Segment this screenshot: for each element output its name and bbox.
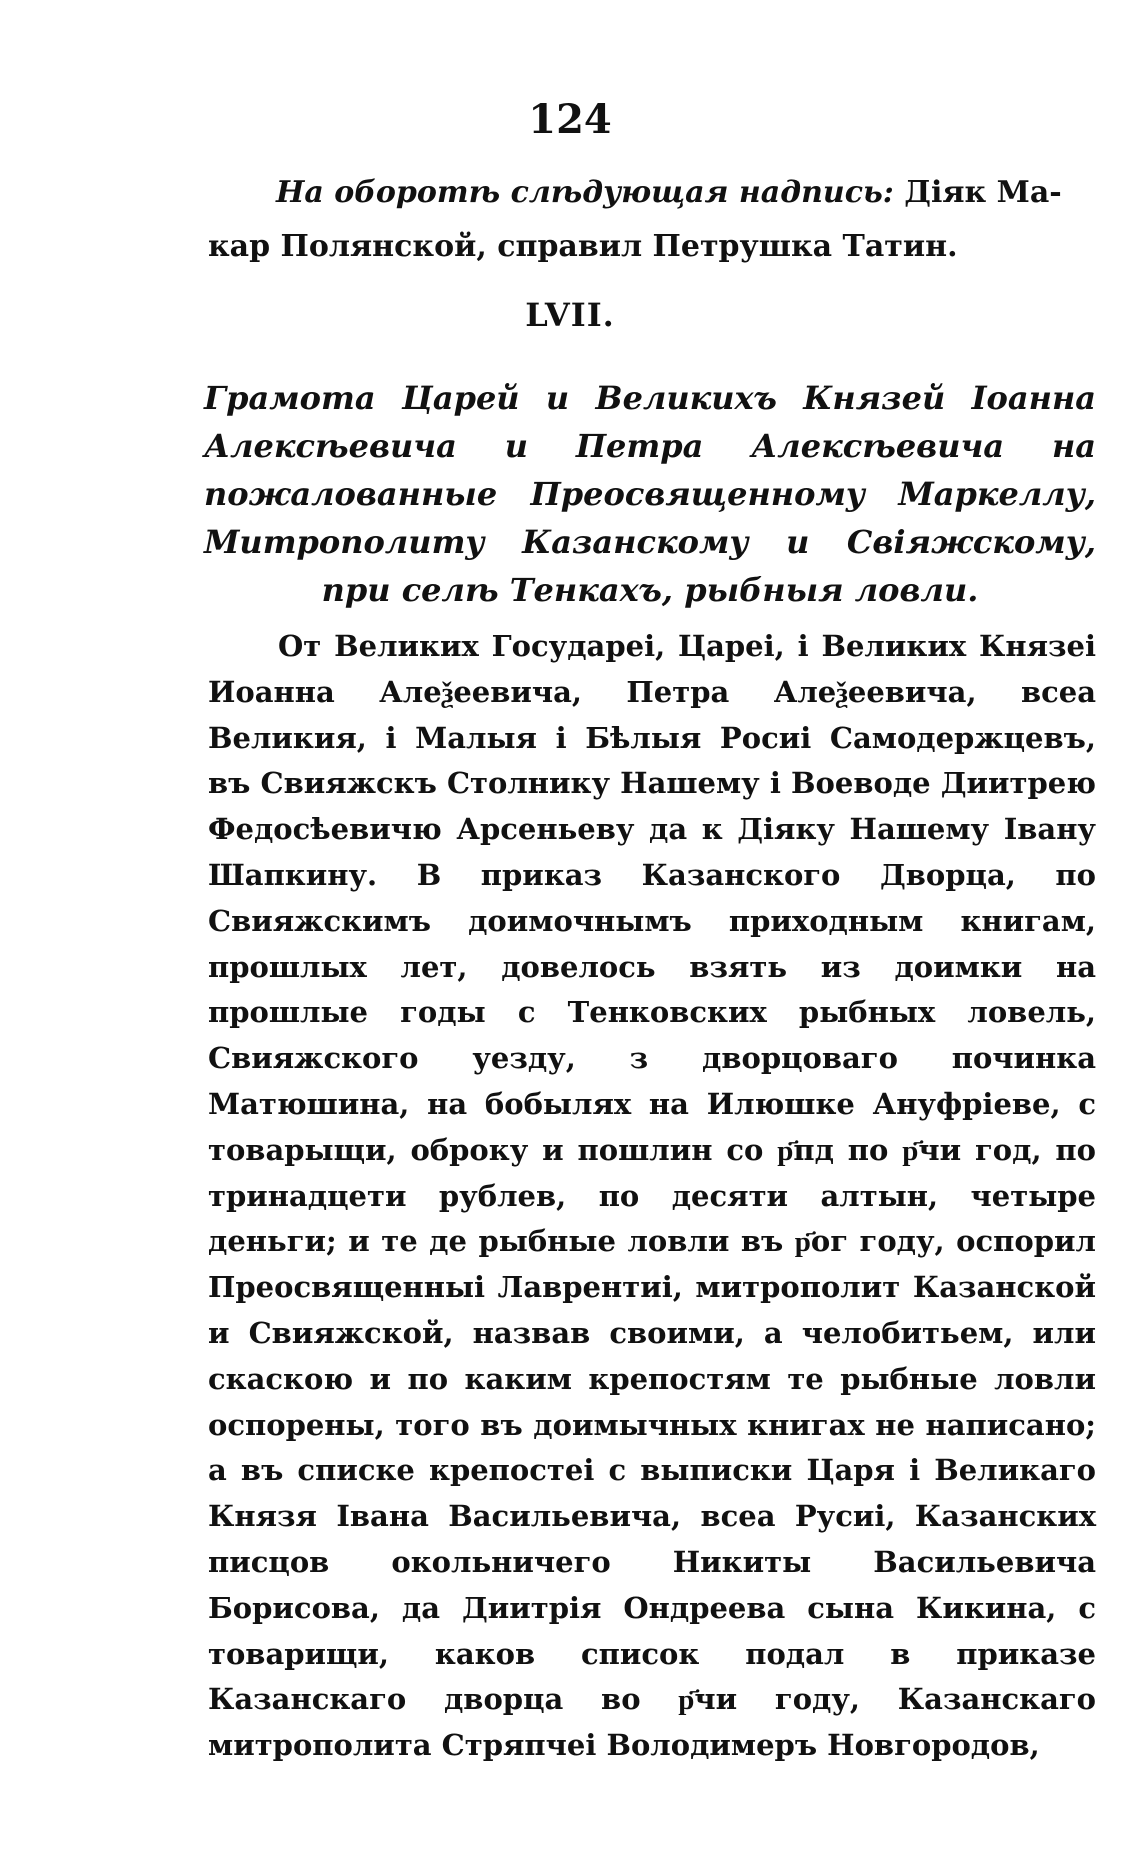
page-number: 124 [528, 96, 612, 143]
note-italic-intro: На оборотѣ слѣдующая надпись: [276, 175, 894, 210]
reverse-side-note [208, 166, 1080, 274]
note-line1-rest: Діяк Ма- [893, 175, 1062, 210]
section-number: LVII. [525, 296, 615, 334]
note-line-2: кар Полянской, справил Петрушка Татин. [208, 229, 958, 264]
document-heading: Грамота Царей и Великихъ Князей Іоанна Алексѣевича и Петра Алексѣевича на пожалованные Преосвященному Маркеллу, Митрополиту Казанскому и Свіяжскому, при селѣ Тенкахъ, рыбныя ловли. [204, 379, 1096, 609]
note-line-1 [208, 166, 1080, 220]
document-body-text: От Великих Государеі, Цареі, і Великих Князеі Иоанна Алеѯеевича, Петра Алеѯеевича, всеа Великия, і Малыя і Бѣлыя Росиі Самодержцевъ, въ Свияжскъ Столнику Нашему і Воеводе Диитрею Федосѣевичю Арсеньеву да к Діяку Нашему Івану Шапкину. В приказ Казанского Дворца, по Свияжскимъ доимочнымъ приходным книгам, прошлых лет, довелось взять из доимки на прошлые годы с Тенковских рыбных ловель, Свияжского уезду, з дворцоваго починка Матюшина, на бобылях на Илюшке Ануфріеве, с товарыщи, оброку и пошлин со р҃пд по р҃чи год, по тринадцети рублев, по десяти алтын, четыре деньги; и те де рыбные ловли въ р҃ог году, оспорил Преосвященныі Лаврентиі, митрополит Казанской и Свияжской, назвав своими, а челобитьем, или скаскою и по каким крепостям те рыбные ловли оспорены, того въ доимычных книгах не написано; а въ списке крепостеі с выписки Царя і Великаго Князя Івана Васильевича, всеа Русиі, Казанских писцов окольничего Никиты Васильевича Борисова, да Диитрія Ондреева сына Кикина, с товарищи, каков список подал в приказе Казанскаго дворца во р҃чи году, Казанскаго митрополита Стряпчеі Володимеръ Новгородов, [208, 629, 1096, 1763]
